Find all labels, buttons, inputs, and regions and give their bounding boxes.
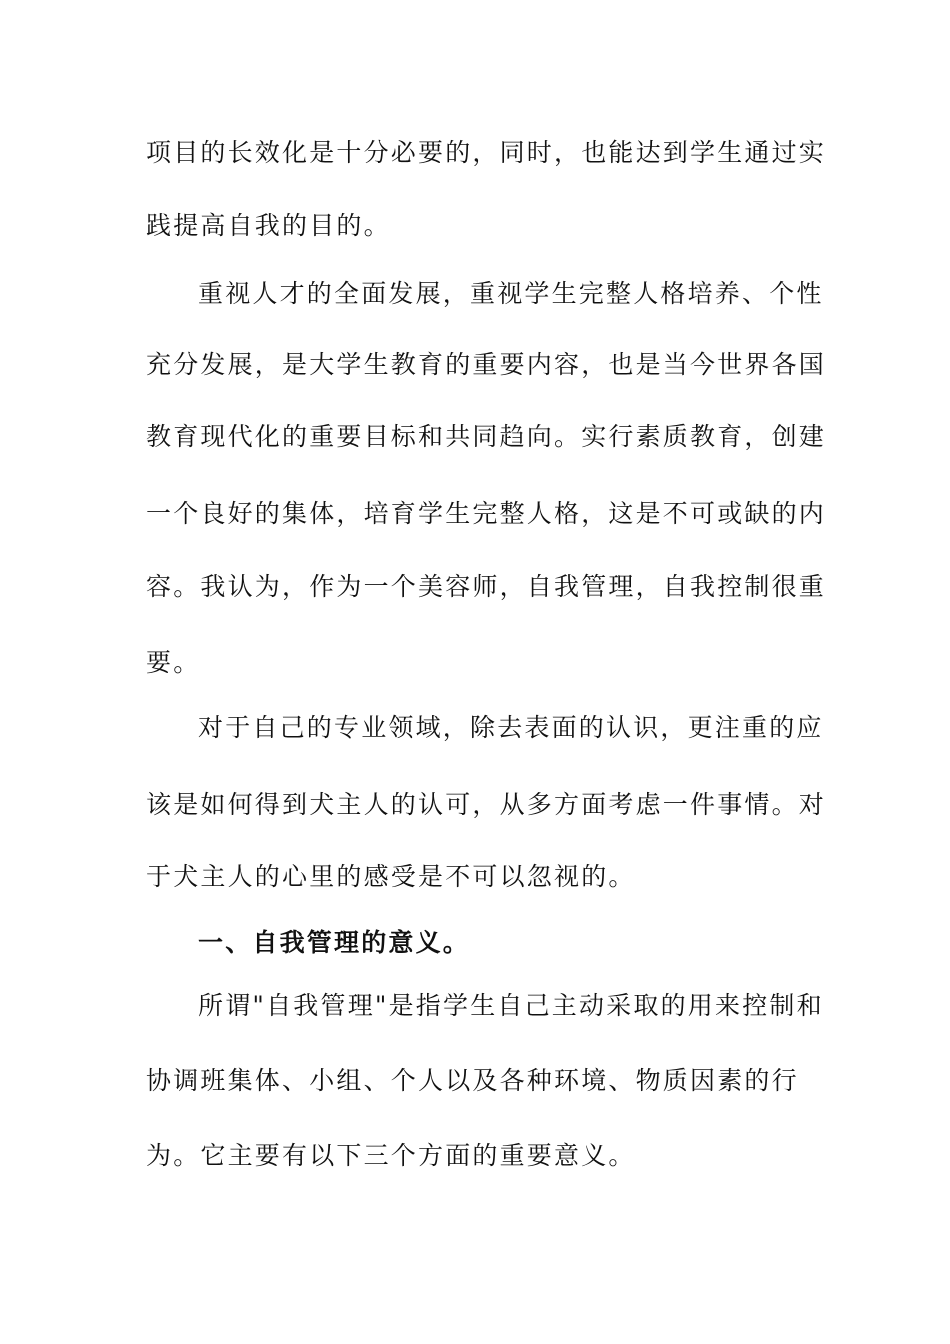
paragraph-line: 项目的长效化是十分必要的，同时，也能达到学生通过实 xyxy=(146,138,827,167)
paragraph-line: 教育现代化的重要目标和共同趋向。实行素质教育，创建 xyxy=(146,422,827,451)
paragraph-line: 践提高自我的目的。 xyxy=(146,211,391,240)
paragraph-line: 于犬主人的心里的感受是不可以忽视的。 xyxy=(146,862,636,891)
paragraph-line: 容。我认为，作为一个美容师，自我管理，自我控制很重 xyxy=(146,572,827,601)
paragraph-line: 所谓"自我管理"是指学生自己主动采取的用来控制和 xyxy=(198,991,824,1020)
paragraph-line: 要。 xyxy=(146,648,201,677)
paragraph-line: 重视人才的全面发展，重视学生完整人格培养、个性 xyxy=(198,279,824,308)
paragraph-line: 充分发展，是大学生教育的重要内容，也是当今世界各国 xyxy=(146,350,827,379)
paragraph-line: 一个良好的集体，培育学生完整人格，这是不可或缺的内 xyxy=(146,499,827,528)
paragraph-line: 该是如何得到犬主人的认可，从多方面考虑一件事情。对 xyxy=(146,790,827,819)
section-heading: 一、自我管理的意义。 xyxy=(198,928,471,957)
paragraph-line: 为。它主要有以下三个方面的重要意义。 xyxy=(146,1141,636,1170)
paragraph-line: 对于自己的专业领域，除去表面的认识，更注重的应 xyxy=(198,713,824,742)
paragraph-line: 协调班集体、小组、个人以及各种环境、物质因素的行 xyxy=(146,1066,799,1095)
